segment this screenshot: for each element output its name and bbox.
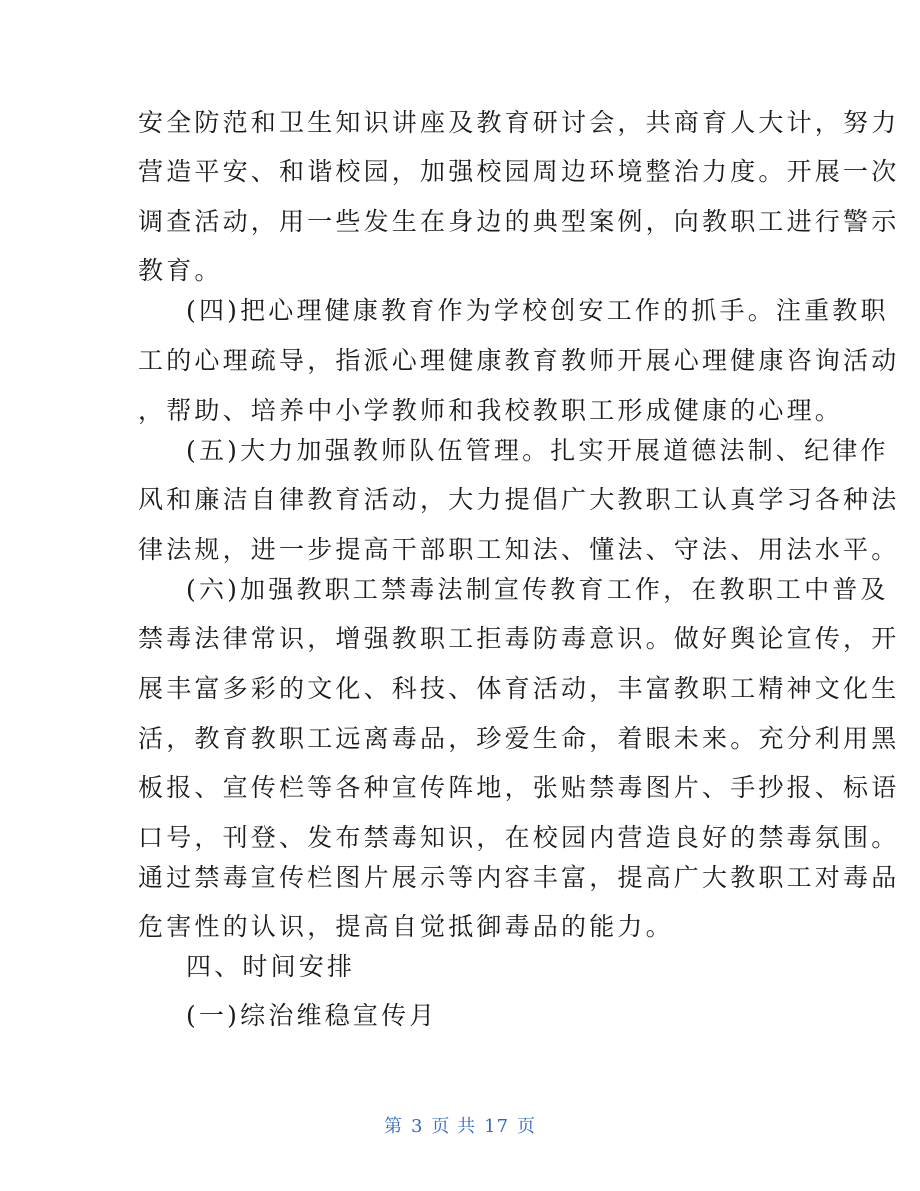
body-text-line: 口号，刊登、发布禁毒知识，在校园内营造良好的禁毒氛围。 bbox=[138, 823, 900, 852]
body-text-line: 通过禁毒宣传栏图片展示等内容丰富，提高广大教职工对毒品 bbox=[138, 863, 900, 892]
subsection-heading: (一)综治维稳宣传月 bbox=[186, 1001, 438, 1030]
body-text-line: 板报、宣传栏等各种宣传阵地，张贴禁毒图片、手抄报、标语 bbox=[138, 773, 900, 802]
footer-suffix: 页 bbox=[517, 1116, 537, 1137]
body-text-line: 律法规，进一步提高干部职工知法、懂法、守法、用法水平。 bbox=[138, 535, 900, 564]
footer-middle: 页 共 bbox=[431, 1116, 477, 1137]
body-text-line: 安全防范和卫生知识讲座及教育研讨会，共商育人大计，努力 bbox=[138, 108, 900, 137]
page-footer bbox=[0, 1112, 920, 1138]
body-text-line: 展丰富多彩的文化、科技、体育活动，丰富教职工精神文化生 bbox=[138, 674, 900, 703]
body-text-line: 调查活动，用一些发生在身边的典型案例，向教职工进行警示 bbox=[138, 207, 900, 236]
paragraph-first-line: (六)加强教职工禁毒法制宣传教育工作，在教职工中普及 bbox=[186, 575, 889, 604]
body-text-line: ，帮助、培养中小学教师和我校教职工形成健康的心理。 bbox=[138, 396, 844, 425]
body-text-line: 危害性的认识，提高自觉抵御毒品的能力。 bbox=[138, 912, 674, 941]
section-heading: 四、时间安排 bbox=[186, 952, 356, 981]
body-text-line: 风和廉洁自律教育活动，大力提倡广大教职工认真学习各种法 bbox=[138, 485, 900, 514]
footer-prefix: 第 bbox=[383, 1116, 403, 1137]
footer-current-page: 3 bbox=[410, 1116, 424, 1137]
body-text-line: 营造平安、和谐校园，加强校园周边环境整治力度。开展一次 bbox=[138, 157, 900, 186]
body-text-line: 教育。 bbox=[138, 256, 223, 285]
paragraph-first-line: (五)大力加强教师队伍管理。扎实开展道德法制、纪律作 bbox=[186, 436, 889, 465]
footer-total-pages: 17 bbox=[484, 1116, 510, 1137]
body-text-line: 禁毒法律常识，增强教职工拒毒防毒意识。做好舆论宣传，开 bbox=[138, 624, 900, 653]
body-text-line: 活，教育教职工远离毒品，珍爱生命，着眼未来。充分利用黑 bbox=[138, 724, 900, 753]
paragraph-first-line: (四)把心理健康教育作为学校创安工作的抓手。注重教职 bbox=[186, 296, 889, 325]
body-text-line: 工的心理疏导，指派心理健康教育教师开展心理健康咨询活动 bbox=[138, 346, 900, 375]
